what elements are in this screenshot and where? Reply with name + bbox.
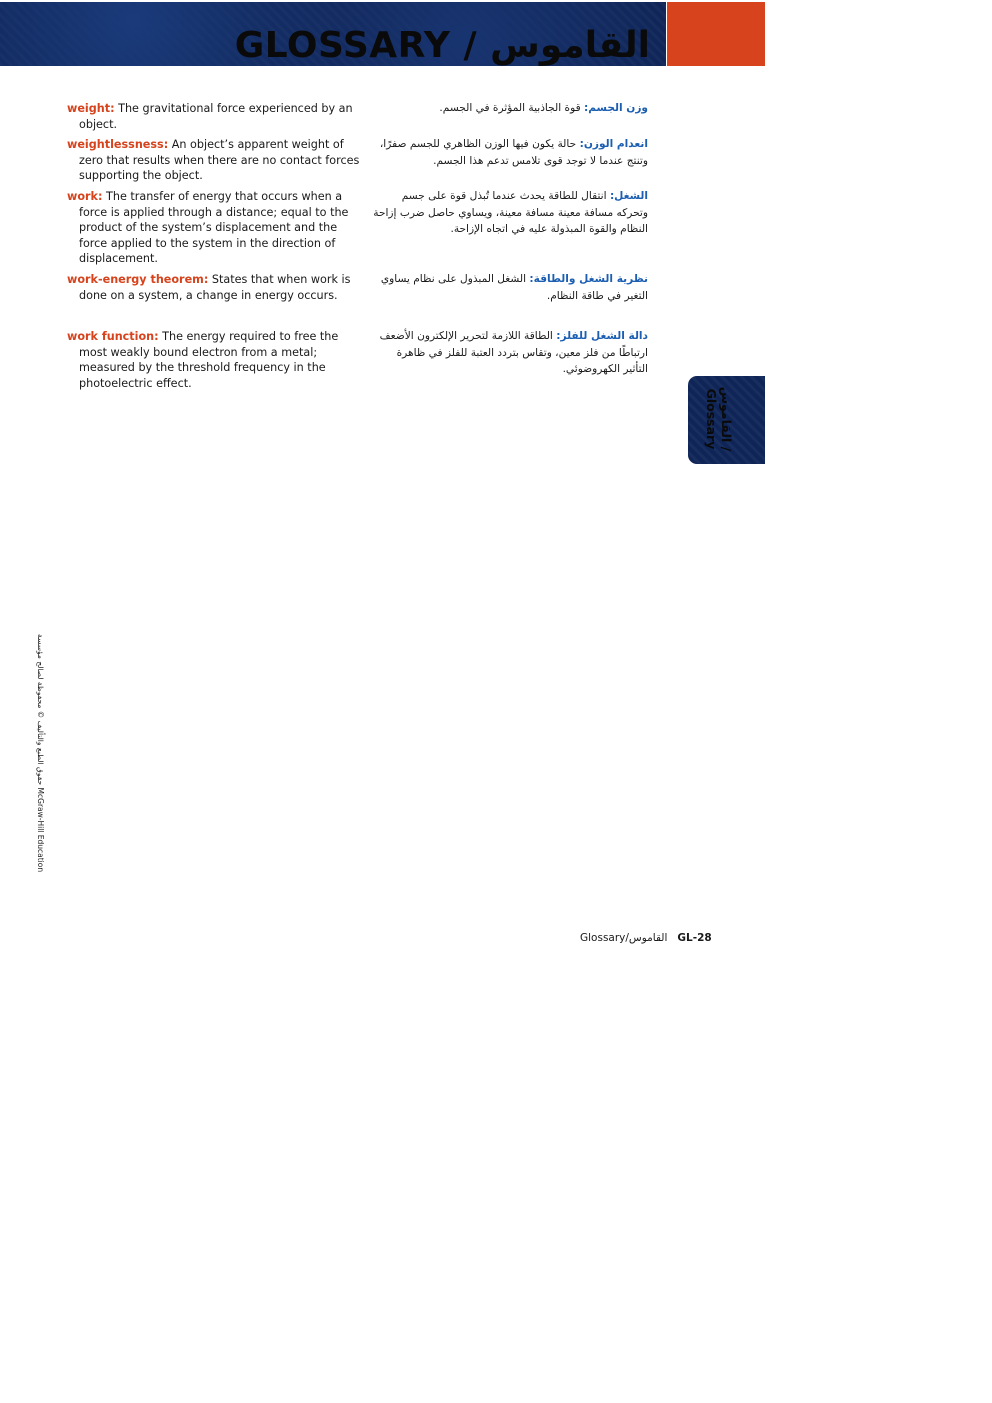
glossary-entry-weightlessness-en xyxy=(67,137,364,184)
term-definition: قوة الجاذبية المؤثرة في الجسم. xyxy=(439,102,581,114)
term-definition: States that when work is done on a system, a change in energy occurs. xyxy=(79,273,351,302)
glossary-entry-work-function-ar xyxy=(373,328,648,378)
glossary-entry-weightlessness-ar xyxy=(373,136,648,169)
term-label: نظرية الشغل والطاقة: xyxy=(529,273,648,285)
term-label: work-energy theorem: xyxy=(67,273,209,286)
page-title: GLOSSARY / القاموس xyxy=(234,25,650,66)
glossary-entry-weight-ar xyxy=(373,100,648,117)
term-label: انعدام الوزن: xyxy=(579,138,648,150)
glossary-side-tab xyxy=(688,376,765,464)
glossary-entry-work-en xyxy=(67,189,364,267)
glossary-entry-work-function-en xyxy=(67,329,364,391)
term-definition: الشغل المبذول على نظام يساوي التغير في طاقة النظام. xyxy=(380,273,648,302)
term-definition: An object’s apparent weight of zero that results when there are no contact forces supporting the object. xyxy=(79,138,360,183)
side-tab-label-en: Glossary xyxy=(704,388,719,450)
term-label: دالة الشغل للفلز: xyxy=(556,330,648,342)
side-tab-label-ar: القاموس / xyxy=(719,386,734,452)
glossary-entry-work-energy-theorem-en xyxy=(67,272,364,303)
term-definition: The gravitational force experienced by an object. xyxy=(79,102,353,131)
page-footer xyxy=(580,931,710,945)
glossary-entry-work-ar xyxy=(373,188,648,238)
side-tab-label xyxy=(700,382,734,456)
glossary-entry-work-energy-theorem-ar xyxy=(373,271,648,304)
term-definition: انتقال للطاقة يحدث عندما تُبذل قوة على جسم وتحركه مسافة معينة مسافة معينة، ويساوي حاصل ضرب إزاحة النظام والقوة المبذولة عليه في اتجاه الإزاحة. xyxy=(373,190,648,235)
header-band xyxy=(0,2,666,66)
term-label: work: xyxy=(67,190,103,203)
copyright-notice: حقوق الطبع والتأليف © محفوظة لصالح مؤسسة McGraw-Hill Education xyxy=(36,634,45,873)
term-label: weightlessness: xyxy=(67,138,169,151)
term-definition: The transfer of energy that occurs when a force is applied through a distance; equal to the product of the system’s displacement and the force applied to the system in the direction of displacement. xyxy=(79,190,349,266)
term-label: وزن الجسم: xyxy=(584,102,648,114)
term-label: work function: xyxy=(67,330,159,343)
term-definition: The energy required to free the most weakly bound electron from a metal; measured by the threshold frequency in the photoelectric effect. xyxy=(79,330,339,390)
term-definition: الطاقة اللازمة لتحرير الإلكترون الأضعف ارتباطًا من فلز معين، وتقاس بتردد العتبة للفلز في ظاهرة التأثير الكهروضوئي. xyxy=(379,330,648,375)
footer-label: Glossary/القاموس xyxy=(580,932,668,944)
term-label: الشغل: xyxy=(609,190,648,202)
glossary-entry-weight-en xyxy=(67,101,364,132)
page-number: GL-28 xyxy=(677,932,712,944)
header-accent-block xyxy=(667,2,765,66)
term-label: weight: xyxy=(67,102,115,115)
term-definition: حالة يكون فيها الوزن الظاهري للجسم صفرًا، وتنتج عندما لا توجد قوى تلامس تدعم هذا الجسم. xyxy=(379,138,648,167)
